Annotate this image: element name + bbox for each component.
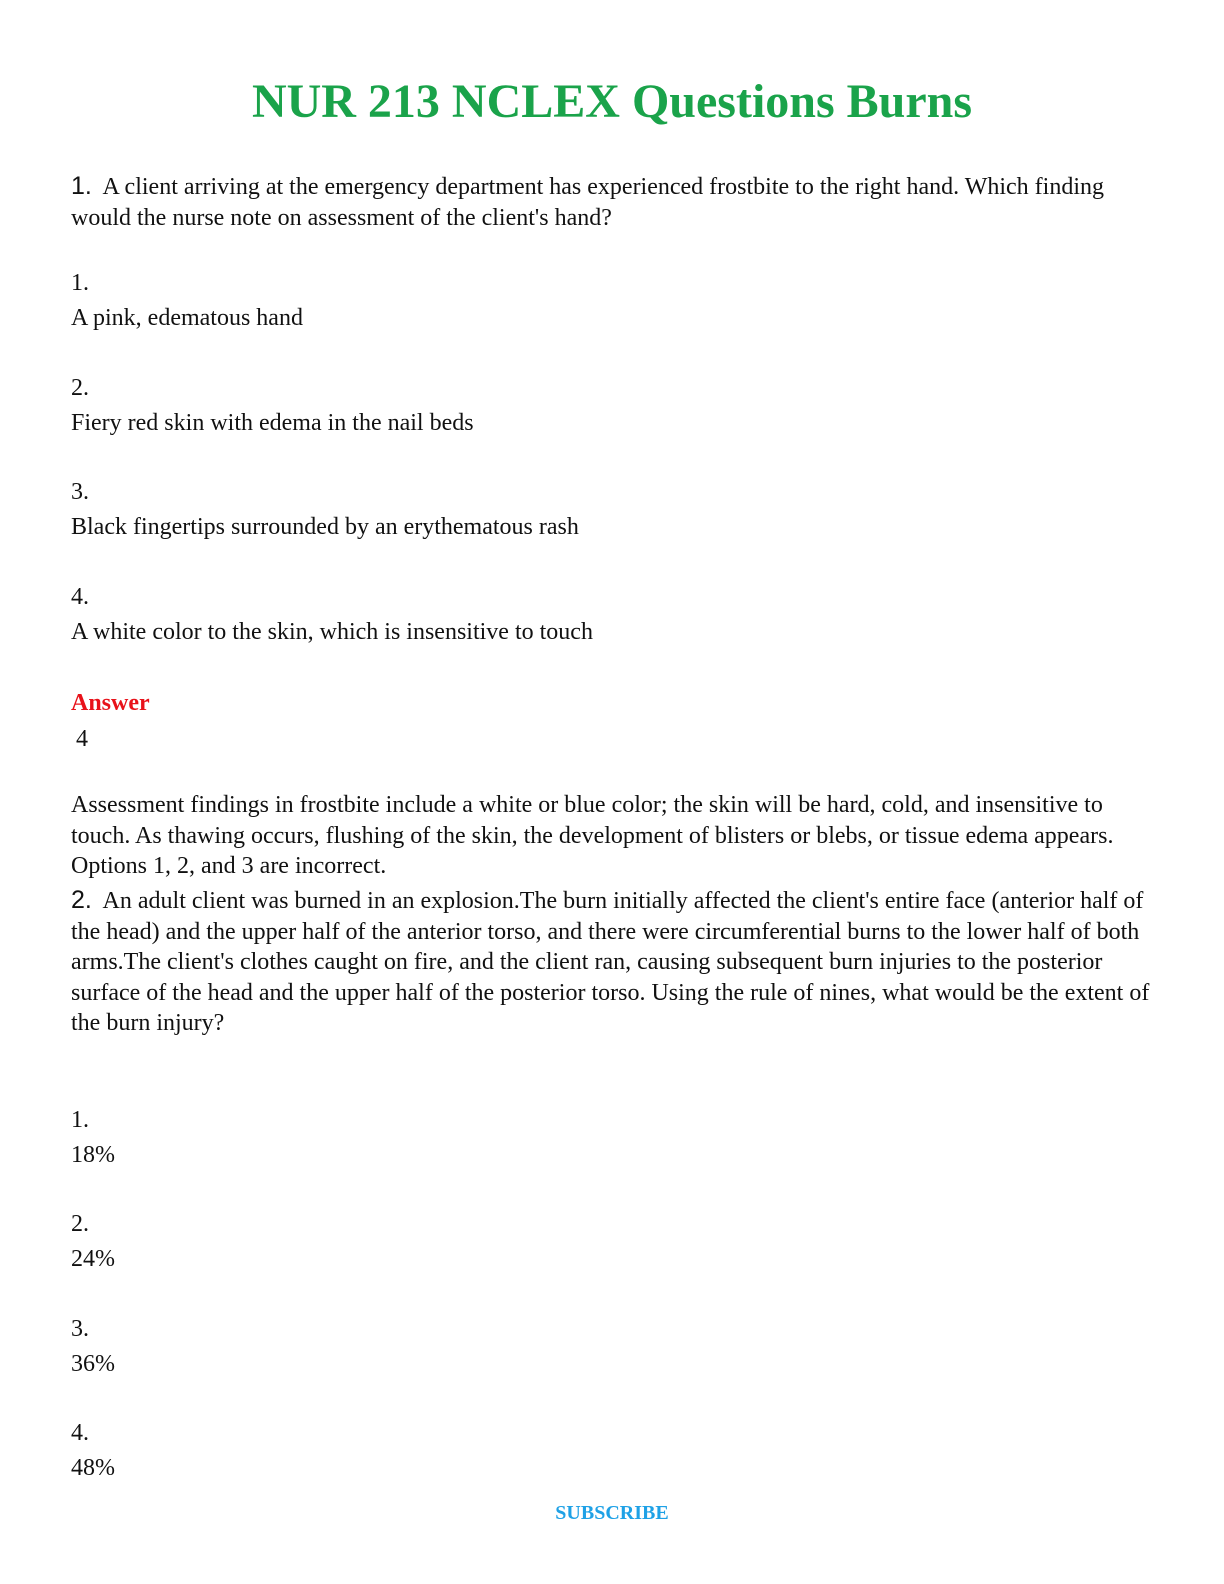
question-1 [71,171,1161,233]
q1-option-2-text: Fiery red skin with edema in the nail beds [71,410,474,436]
q2-option-4-text: 48% [71,1455,115,1481]
q1-option-2-number: 2. [71,375,89,401]
q1-option-1-number: 1. [71,270,89,296]
q2-option-3-text: 36% [71,1351,115,1377]
q1-option-1-text: A pink, edematous hand [71,305,303,331]
question-1-text: A client arriving at the emergency department has experienced frostbite to the right hand. Which finding would the nurse note on assessment of the client's hand? [71,174,1104,231]
question-1-number: 1. [71,172,92,200]
q2-option-1-number: 1. [71,1107,89,1133]
subscribe-link[interactable]: SUBSCRIBE [555,1502,669,1524]
question-2 [71,885,1151,1039]
document-title: NUR 213 NCLEX Questions Burns [251,75,973,128]
q1-option-3-number: 3. [71,479,89,505]
answer-value: 4 [76,726,88,752]
answer-label: Answer [71,690,150,716]
q2-option-2-number: 2. [71,1211,89,1237]
q2-option-2-text: 24% [71,1246,115,1272]
q2-option-4-number: 4. [71,1420,89,1446]
q1-option-4-text: A white color to the skin, which is insensitive to touch [71,619,593,645]
q2-option-1-text: 18% [71,1142,115,1168]
q1-option-4-number: 4. [71,584,89,610]
q2-option-3-number: 3. [71,1316,89,1342]
q1-option-3-text: Black fingertips surrounded by an erythematous rash [71,514,579,540]
question-2-number: 2. [71,886,92,914]
q1-rationale: Assessment findings in frostbite include a white or blue color; the skin will be hard, cold, and insensitive to touch. As thawing occurs, flushing of the skin, the development of blisters or blebs, or tissue edema appears. Options 1, 2, and 3 are incorrect. [71,792,1114,879]
question-2-text: An adult client was burned in an explosion.The burn initially affected the client's entire face (anterior half of the head) and the upper half of the anterior torso, and there were circumferential burns to the lower half of both arms.The client's clothes caught on fire, and the client ran, causing subsequent burn injuries to the posterior surface of the head and the upper half of the posterior torso. Using the rule of nines, what would be the extent of the burn injury? [71,888,1150,1036]
